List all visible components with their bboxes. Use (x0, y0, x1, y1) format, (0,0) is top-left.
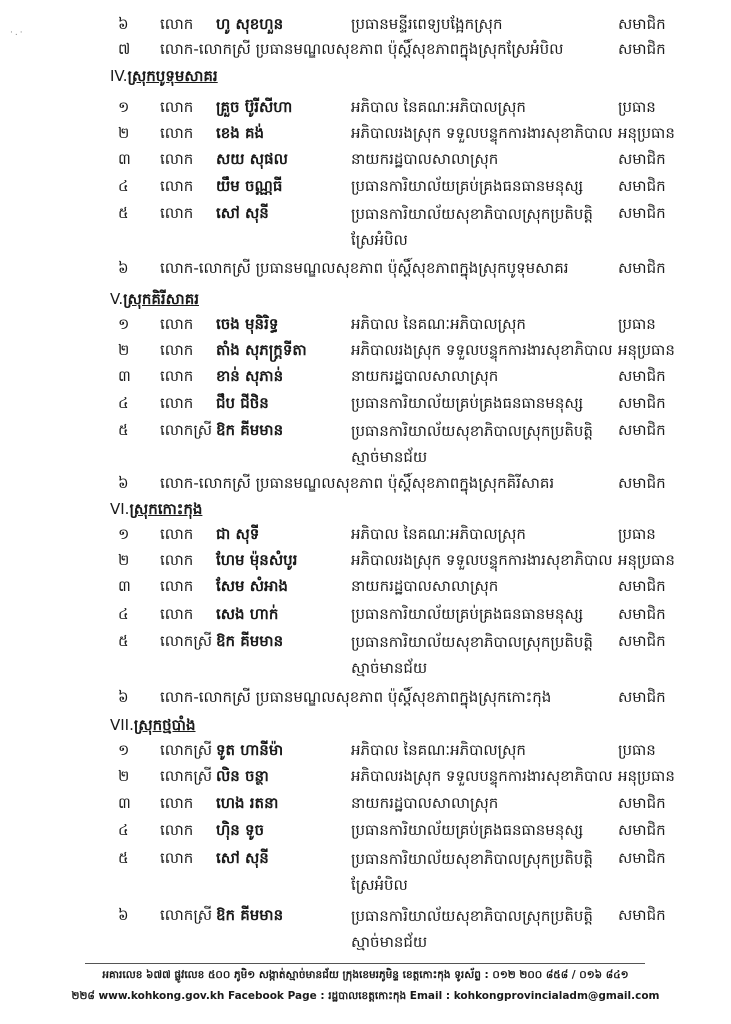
row-number: ១ (118, 315, 130, 333)
footer-address: អគារលេខ ៦៧៧ ផ្លូវលេខ ៥០០ ភូមិ១ សង្កាត់ស្មាច់មានជ័យ ក្រុងខេមរភូមិន្ទ ខេត្តកោះកុង ទូរស័ព្ទ : ០១២ ២០០ ៨៥៨ / ០១៦ ៨៤១ (102, 969, 629, 981)
member-role: សមាជិក (618, 150, 666, 168)
member-row (0, 95, 731, 119)
honorific: លោក (160, 177, 194, 195)
member-row (0, 602, 731, 626)
member-name: សៅ សុនី (216, 204, 269, 222)
row-number: ៣ (118, 150, 131, 168)
member-name: ហូ សុខហួន (216, 15, 284, 33)
member-role: សមាជិក (618, 204, 666, 222)
section-numeral: IV. (110, 67, 128, 85)
row-number: ១ (118, 525, 130, 543)
member-role: សមាជិក (618, 259, 666, 277)
honorific: លោក (160, 15, 194, 33)
member-position: ប្រធានការិយាល័យគ្រប់គ្រងធនធានមនុស្ស (351, 821, 584, 839)
member-row (0, 522, 731, 546)
member-row (0, 364, 731, 388)
honorific: លោកស្រី (160, 906, 213, 924)
row-number: ៦ (118, 259, 129, 277)
member-row (0, 764, 731, 788)
member-name: ឱក គីមមាន (216, 632, 284, 650)
honorific: លោក (160, 150, 194, 168)
row-number: ៣ (118, 367, 131, 385)
member-name: ឱក គីមមាន (216, 906, 284, 924)
member-row (0, 12, 731, 36)
district-name: ស្រុកថ្មបាំង (133, 716, 196, 734)
member-row (0, 174, 731, 198)
district-heading (110, 64, 218, 88)
member-row (0, 738, 731, 762)
row-number: ២ (118, 551, 130, 569)
section-numeral: VII. (110, 716, 134, 734)
member-name: ទូត ហានីម៉ា (216, 741, 284, 759)
row-number: ៤ (118, 177, 129, 195)
member-name: ហេង រតនា (216, 794, 279, 812)
row-description: លោក-លោកស្រី ប្រធានមណ្ឌលសុខភាព ប៉ុស្តិ៍សុខភាពក្នុងស្រុកគិរីសាគរ (160, 474, 555, 492)
member-position: ប្រធានមន្ទីរពេទ្យបង្អែកស្រុក (351, 15, 503, 33)
member-row (0, 903, 731, 953)
member-position: ប្រធានការិយាល័យគ្រប់គ្រងធនធានមនុស្ស (351, 605, 584, 623)
row-number: ៦ (118, 15, 129, 33)
member-row (0, 685, 731, 709)
member-role: សមាជិក (618, 40, 666, 58)
row-number: ៤ (118, 394, 129, 412)
member-position: នាយករដ្ឋបាលសាលាស្រុក (351, 577, 499, 595)
row-number: ៣ (118, 577, 131, 595)
member-name: សែម សំអាង (216, 577, 288, 595)
member-position: អភិបាល នៃគណៈអភិបាលស្រុក (351, 741, 526, 759)
member-row (0, 312, 731, 336)
district-name: ស្រុកគិរីសាគរ (123, 290, 199, 308)
member-name: សយ សុផល (216, 150, 288, 168)
district-heading (110, 713, 196, 737)
member-name: សេង ហាក់ (216, 605, 279, 623)
member-row (0, 338, 731, 362)
member-role: សមាជិក (618, 577, 666, 595)
member-row (0, 121, 731, 145)
honorific: លោក (160, 341, 194, 359)
member-role: អនុប្រធាន (618, 124, 675, 142)
honorific: លោក (160, 204, 194, 222)
member-name: ឱក គីមមាន (216, 421, 284, 439)
honorific: លោក (160, 525, 194, 543)
member-position: អភិបាលរងស្រុក ទទួលបន្ទុកការងារសុខាភិបាល (351, 124, 613, 142)
member-role: ប្រធាន (618, 525, 656, 543)
row-number: ៥ (118, 849, 129, 867)
row-number: ៥ (118, 204, 129, 222)
member-name: ខេង គង់ (216, 124, 265, 142)
member-role: សមាជិក (618, 906, 666, 924)
honorific: លោក (160, 98, 194, 116)
member-position: អភិបាលរងស្រុក ទទួលបន្ទុកការងារសុខាភិបាល (351, 551, 613, 569)
honorific: លោកស្រី (160, 421, 213, 439)
member-role: សមាជិក (618, 394, 666, 412)
footer-divider (85, 963, 645, 964)
honorific: លោកស្រី (160, 767, 213, 785)
honorific: លោក (160, 794, 194, 812)
member-position: ប្រធានការិយាល័យគ្រប់គ្រងធនធានមនុស្ស (351, 394, 584, 412)
honorific: លោក (160, 577, 194, 595)
honorific: លោក (160, 605, 194, 623)
member-role: សមាជិក (618, 474, 666, 492)
member-row (0, 818, 731, 842)
row-number: ៥ (118, 421, 129, 439)
honorific: លោក (160, 315, 194, 333)
member-role: ប្រធាន (618, 98, 656, 116)
member-row (0, 37, 731, 61)
member-role: សមាជិក (618, 849, 666, 867)
member-name: ហ៊ិន ទូច (216, 821, 265, 839)
member-row (0, 256, 731, 280)
row-number: ៣ (118, 794, 131, 812)
member-row (0, 391, 731, 415)
member-position: នាយករដ្ឋបាលសាលាស្រុក (351, 150, 499, 168)
district-name: ស្រុកកោះកុង (129, 500, 203, 518)
footer-contact: ២២៨ www.kohkong.gov.kh Facebook Page : រដ្ឋបាលខេត្តកោះកុង Email : kohkongprovincialadm@gmail.com (71, 990, 660, 1002)
honorific: លោក (160, 394, 194, 412)
member-position: ប្រធានការិយាល័យគ្រប់គ្រងធនធានមនុស្ស (351, 177, 584, 195)
row-number: ២ (118, 767, 130, 785)
row-description: លោក-លោកស្រី ប្រធានមណ្ឌលសុខភាព ប៉ុស្តិ៍សុខភាពក្នុងស្រុកបូទុមសាគរ (160, 259, 569, 277)
member-role: សមាជិក (618, 688, 666, 706)
member-row (0, 629, 731, 679)
row-number: ៦ (118, 906, 129, 924)
member-role: អនុប្រធាន (618, 767, 675, 785)
member-name: ខាន់ សុភាន់ (216, 367, 284, 385)
row-number: ៦ (118, 474, 129, 492)
member-role: សមាជិក (618, 367, 666, 385)
member-row (0, 147, 731, 171)
honorific: លោក (160, 367, 194, 385)
member-name: គ្រួច ប៊ូរីសីហា (216, 98, 293, 116)
row-number: ១ (118, 741, 130, 759)
member-row (0, 201, 731, 251)
member-position: អភិបាលរងស្រុក ទទួលបន្ទុកការងារសុខាភិបាល (351, 767, 613, 785)
member-position: នាយករដ្ឋបាលសាលាស្រុក (351, 794, 499, 812)
member-name: សៅ សុនី (216, 849, 269, 867)
member-name: លិន ចន្ថា (216, 767, 269, 785)
member-name: ជា សុទី (216, 525, 260, 543)
member-position: អភិបាល នៃគណៈអភិបាលស្រុក (351, 98, 526, 116)
honorific: លោក (160, 551, 194, 569)
member-row (0, 791, 731, 815)
honorific: លោកស្រី (160, 741, 213, 759)
honorific: លោក (160, 124, 194, 142)
row-number: ៥ (118, 632, 129, 650)
member-row (0, 471, 731, 495)
member-role: សមាជិក (618, 605, 666, 623)
member-position: អភិបាល នៃគណៈអភិបាលស្រុក (351, 525, 526, 543)
member-position: អភិបាលរងស្រុក ទទួលបន្ទុកការងារសុខាភិបាល (351, 341, 613, 359)
row-number: ៤ (118, 821, 129, 839)
member-position: ប្រធានការិយាល័យសុខាភិបាលស្រុកប្រតិបត្តិ ស្រែអំបិល (351, 850, 593, 894)
section-numeral: V. (110, 290, 124, 308)
member-row (0, 548, 731, 572)
member-role: អនុប្រធាន (618, 551, 675, 569)
member-position: អភិបាល នៃគណៈអភិបាលស្រុក (351, 315, 526, 333)
member-position: ប្រធានការិយាល័យសុខាភិបាលស្រុកប្រតិបត្តិ ស្មាច់មានជ័យ (351, 907, 593, 951)
member-row (0, 574, 731, 598)
member-role: ប្រធាន (618, 315, 656, 333)
district-heading (110, 287, 199, 311)
section-numeral: VI. (110, 500, 130, 518)
member-position: ប្រធានការិយាល័យសុខាភិបាលស្រុកប្រតិបត្តិ ស្មាច់មានជ័យ (351, 422, 593, 466)
honorific: លោក (160, 821, 194, 839)
member-name: ជឹប ជីថិន (216, 394, 269, 412)
member-name: តាំង សុភក្រ្តទីតា (216, 341, 307, 359)
row-number: ២ (118, 124, 130, 142)
member-role: សមាជិក (618, 15, 666, 33)
member-role: សមាជិក (618, 794, 666, 812)
scan-mark: ·.· (10, 28, 25, 38)
row-number: ១ (118, 98, 130, 116)
member-role: អនុប្រធាន (618, 341, 675, 359)
member-name: ចេង មុនិរិទ្ធ (216, 315, 279, 333)
member-position: ប្រធានការិយាល័យសុខាភិបាលស្រុកប្រតិបត្តិ ស្រែអំបិល (351, 205, 593, 249)
row-number: ២ (118, 341, 130, 359)
member-role: សមាជិក (618, 421, 666, 439)
row-description: លោក-លោកស្រី ប្រធានមណ្ឌលសុខភាព ប៉ុស្តិ៍សុខភាពក្នុងស្រុកកោះកុង (160, 688, 552, 706)
member-role: ប្រធាន (618, 741, 656, 759)
honorific: លោក-លោកស្រី ប្រធានមណ្ឌលសុខភាព ប៉ុស្តិ៍សុខភាពក្នុងស្រុកស្រែអំបិល (160, 40, 564, 58)
member-row (0, 418, 731, 468)
honorific: លោក (160, 849, 194, 867)
row-number: ៦ (118, 688, 129, 706)
row-number: ៤ (118, 605, 129, 623)
district-heading (110, 497, 202, 521)
member-role: សមាជិក (618, 177, 666, 195)
row-number: ៧ (118, 40, 131, 58)
member-name: យឹម ចណ្ណធី (216, 177, 283, 195)
member-name: ហែម ម៉ុនសំបូរ (216, 551, 298, 569)
district-name: ស្រុកបូទុមសាគរ (127, 67, 218, 85)
member-row (0, 846, 731, 896)
member-position: ប្រធានការិយាល័យសុខាភិបាលស្រុកប្រតិបត្តិ ស្មាច់មានជ័យ (351, 633, 593, 677)
member-role: សមាជិក (618, 821, 666, 839)
honorific: លោកស្រី (160, 632, 213, 650)
member-position: នាយករដ្ឋបាលសាលាស្រុក (351, 367, 499, 385)
member-role: សមាជិក (618, 632, 666, 650)
